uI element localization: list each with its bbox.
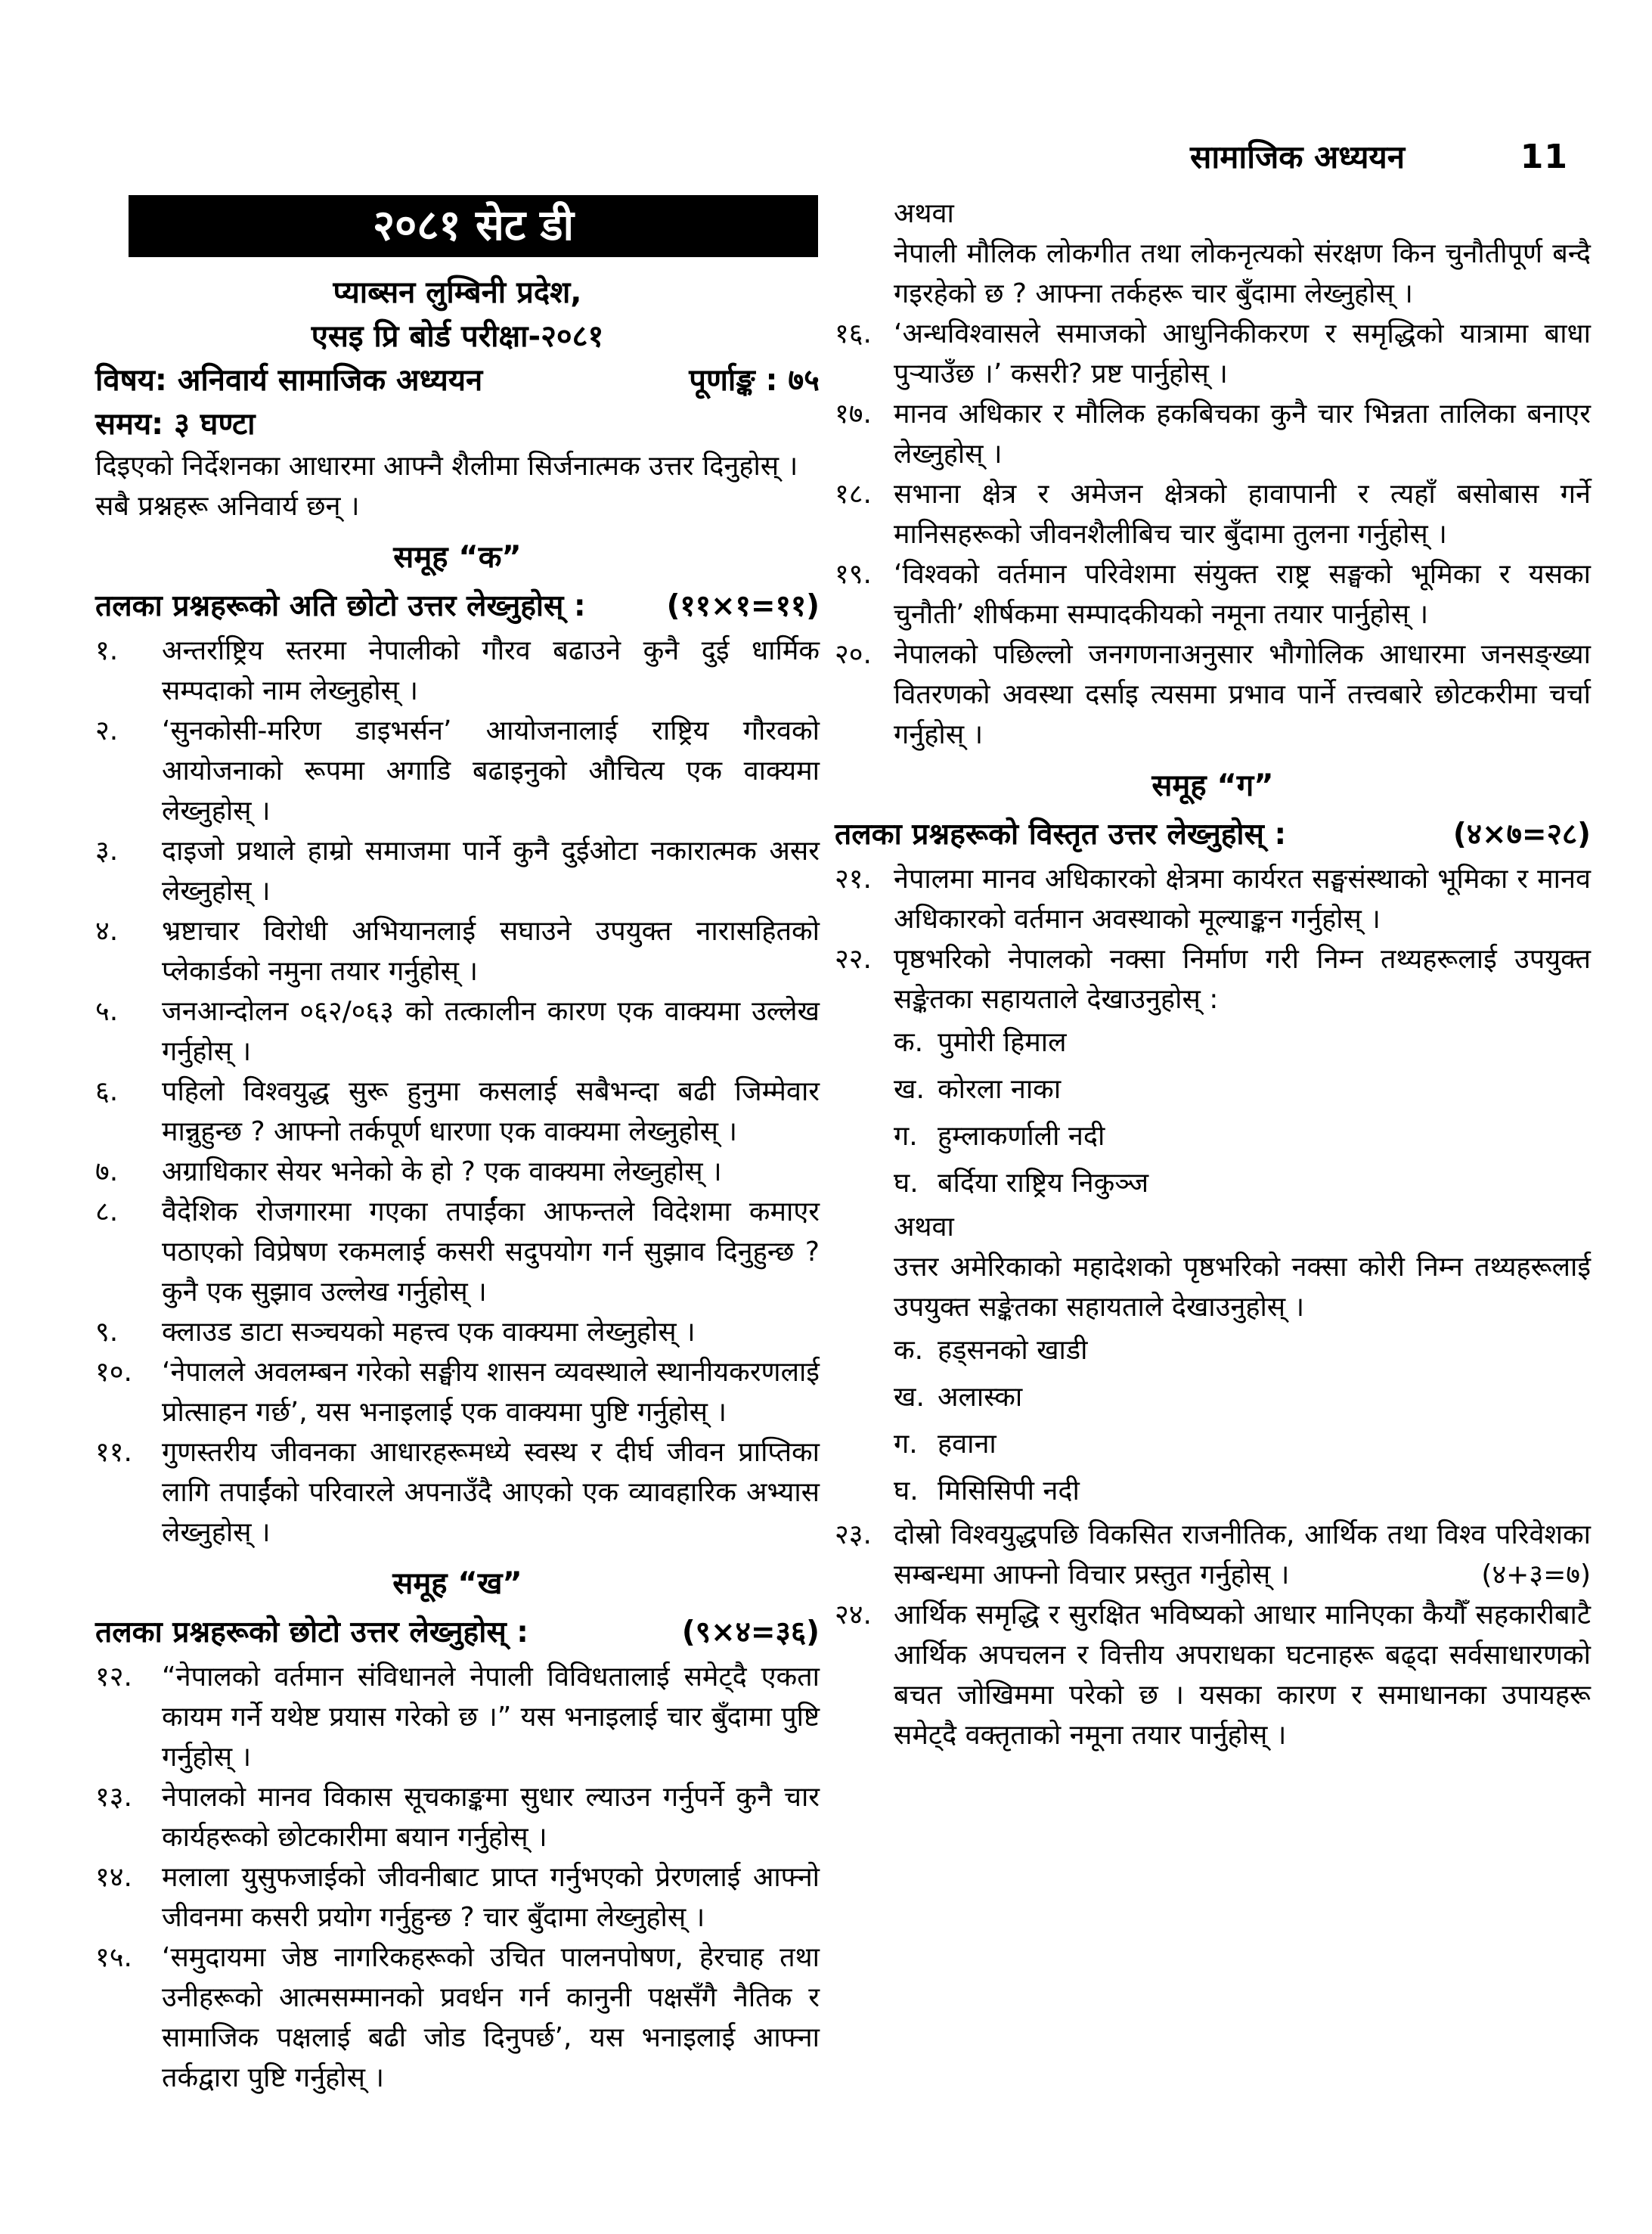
question-2 [95, 711, 820, 831]
question-22-alternative-text: उत्तर अमेरिकाको महादेशको पृष्ठभरिको नक्सा कोरी निम्न तथ्यहरूलाई उपयुक्त सङ्केतका सहायताले देखाउनुहोस् । [894, 1252, 1591, 1323]
group-c-title: समूह “ग” [1151, 768, 1274, 803]
subject-marks-row [95, 358, 820, 402]
group-b-instruction-row [95, 1612, 820, 1654]
question-number: २१. [835, 864, 872, 895]
group-b-title: समूह “ख” [392, 1566, 522, 1601]
question-text: भ्रष्टाचार विरोधी अभियानलाई सघाउने उपयुक्त नारासहितको प्लेकार्डको नमुना तयार गर्नुहोस् । [162, 916, 820, 987]
sub-item-text: अलास्का [938, 1382, 1023, 1413]
question-11 [95, 1432, 820, 1553]
question-5 [95, 991, 820, 1072]
question-18 [835, 474, 1591, 554]
question-text: ‘समुदायमा जेष्ठ नागरिकहरूको उचित पालनपोषण, हेरचाह तथा उनीहरूको आत्मसम्मानको प्रवर्धन गर्न कानुनी पक्षसँगै नैतिक र सामाजिक पक्षलाई बढी जोड दिनुपर्छ’, यस भनाइलाई आफ्ना तर्कद्वारा पुष्टि गर्नुहोस् । [162, 1942, 820, 2093]
question-23-marks: (४+३=७) [1481, 1559, 1591, 1590]
group-b-instruction: तलका प्रश्नहरूको छोटो उत्तर लेख्नुहोस् : [95, 1615, 528, 1649]
question-text: ‘विश्वको वर्तमान परिवेशमा संयुक्त राष्ट्र सङ्घको भूमिका र यसका चुनौती’ शीर्षकमा सम्पादकीयको नमूना तयार पार्नुहोस् । [894, 559, 1591, 630]
sub-item-text: पुमोरी हिमाल [938, 1027, 1067, 1058]
question-text: “नेपालको वर्तमान संविधानले नेपाली विविधतालाई समेट्दै एकता कायम गर्ने यथेष्ट प्रयास गरेको छ ।” यस भनाइलाई चार बुँदामा पुष्टि गर्नुहोस् । [162, 1662, 820, 1773]
question-number: १. [95, 635, 119, 666]
page-number: 11 [1520, 138, 1568, 176]
running-header [835, 135, 1591, 178]
question-text: दोस्रो विश्वयुद्धपछि विकसित राजनीतिक, आर्थिक तथा विश्व परिवेशका सम्बन्धमा आफ्नो विचार प्रस्तुत गर्नुहोस् । [894, 1519, 1591, 1590]
question-number: २४. [835, 1599, 872, 1631]
question-3 [95, 831, 820, 911]
sub-item-text: हुम्लाकर्णाली नदी [938, 1121, 1105, 1152]
question-text: नेपालमा मानव अधिकारको क्षेत्रमा कार्यरत सङ्घसंस्थाको भूमिका र मानव अधिकारको वर्तमान अवस्थाको मूल्याङ्कन गर्नुहोस् । [894, 864, 1591, 935]
question-text: गुणस्तरीय जीवनका आधारहरूमध्ये स्वस्थ र दीर्घ जीवन प्राप्तिका लागि तपाईंको परिवारले अपनाउँदै आएको एक व्यावहारिक अभ्यास लेख्नुहोस् । [162, 1437, 820, 1548]
question-text: जनआन्दोलन ०६२/०६३ को तत्कालीन कारण एक वाक्यमा उल्लेख गर्नुहोस् । [162, 996, 820, 1067]
question-number: २०. [835, 639, 872, 670]
question-12 [95, 1657, 820, 1777]
question-22-item-gha [894, 1160, 1591, 1207]
full-marks-label: पूर्णाङ्क : ७५ [689, 363, 820, 398]
sub-item-label: ग. [894, 1429, 918, 1460]
question-text: वैदेशिक रोजगारमा गएका तपाईंका आफन्तले विदेशमा कमाएर पठाएको विप्रेषण रकमलाई कसरी सदुपयोग गर्न सुझाव दिनुहुन्छ ? कुनै एक सुझाव उल्लेख गर्नुहोस् । [162, 1196, 820, 1308]
question-text: क्लाउड डाटा सञ्चयको महत्त्व एक वाक्यमा लेख्नुहोस् । [162, 1317, 696, 1348]
question-10 [95, 1352, 820, 1432]
running-header-subject: सामाजिक अध्ययन [1190, 138, 1406, 175]
question-13 [95, 1777, 820, 1857]
question-text: ‘सुनकोसी-मरिण डाइभर्सन’ आयोजनालाई राष्ट्रिय गौरवको आयोजनाको रूपमा अगाडि बढाइनुको औचित्य एक वाक्यमा लेख्नुहोस् । [162, 715, 820, 827]
question-number: २२. [835, 944, 872, 975]
sub-item-label: ख. [894, 1074, 925, 1105]
sub-item-text: मिसिसिपी नदी [938, 1475, 1080, 1506]
set-title-banner: २०८१ सेट डी [129, 195, 818, 257]
question-1 [95, 631, 820, 711]
exam-name-line: एसइ प्रि बोर्ड परीक्षा-२०८१ [311, 319, 604, 354]
group-c-marks: (४×७=२८) [1452, 818, 1591, 852]
question-24 [835, 1595, 1591, 1755]
question-8 [95, 1192, 820, 1312]
question-22-alt-item-ka [894, 1327, 1591, 1374]
question-number: १८. [835, 479, 872, 510]
question-number: ६. [95, 1076, 119, 1107]
question-23 [835, 1515, 1591, 1595]
question-number: २३. [835, 1519, 872, 1550]
question-text: नेपालको पछिल्लो जनगणनाअनुसार भौगोलिक आधारमा जनसङ्ख्या वितरणको अवस्था दर्साइ त्यसमा प्रभाव पार्ने तत्त्वबारे छोटकरीमा चर्चा गर्नुहोस् । [894, 639, 1591, 750]
sub-item-label: घ. [894, 1168, 919, 1199]
question-22-or-label: अथवा [894, 1212, 954, 1243]
question-number: १०. [95, 1357, 132, 1388]
question-9 [95, 1312, 820, 1352]
question-number: १६. [835, 318, 872, 349]
time-label: समय: ३ घण्टा [95, 407, 256, 442]
question-text: अन्तर्राष्ट्रिय स्तरमा नेपालीको गौरव बढाउने कुनै दुई धार्मिक सम्पदाको नाम लेख्नुहोस् । [162, 635, 820, 706]
sub-item-label: घ. [894, 1475, 919, 1506]
question-text: सभाना क्षेत्र र अमेजन क्षेत्रको हावापानी र त्यहाँ बसोबास गर्ने मानिसहरूको जीवनशैलीबिच चार बुँदामा तुलना गर्नुहोस् । [894, 479, 1591, 550]
question-17 [835, 394, 1591, 474]
question-number: १४. [95, 1862, 132, 1893]
question-22-alt-item-ga [894, 1421, 1591, 1468]
question-number: १७. [835, 399, 872, 430]
question-22 [835, 939, 1591, 1515]
sub-item-text: कोरला नाका [938, 1074, 1062, 1105]
question-text: पृष्ठभरिको नेपालको नक्सा निर्माण गरी निम्न तथ्यहरूलाई उपयुक्त सङ्केतका सहायताले देखाउनुहोस् : [894, 944, 1591, 1015]
question-number: ८. [95, 1196, 119, 1227]
question-16 [835, 314, 1591, 394]
subject-label: विषय: अनिवार्य सामाजिक अध्ययन [95, 363, 483, 398]
sub-item-text: बर्दिया राष्ट्रिय निकुञ्ज [938, 1168, 1149, 1199]
question-number: १२. [95, 1662, 132, 1693]
question-number: २. [95, 715, 119, 746]
question-text: दाइजो प्रथाले हाम्रो समाजमा पार्ने कुनै दुईओटा नकारात्मक असर लेख्नुहोस् । [162, 836, 820, 907]
question-4 [95, 911, 820, 991]
sub-item-text: हवाना [938, 1429, 996, 1460]
question-22-alt-item-gha [894, 1468, 1591, 1515]
sub-item-label: ख. [894, 1382, 925, 1413]
general-instruction-2: सबै प्रश्नहरू अनिवार्य छन् । [95, 491, 360, 522]
question-number: ७. [95, 1156, 119, 1187]
question-number: ४. [95, 916, 119, 947]
question-text: आर्थिक समृद्धि र सुरक्षित भविष्यको आधार मानिएका कैयौँ सहकारीबाटै आर्थिक अपचलन र वित्तीय अपराधका घटनाहरू बढ्दा सर्वसाधारणको बचत जोखिममा परेको छ । यसका कारण र समाधानका उपायहरू समेट्दै वक्तृताको नमूना तयार पार्नुहोस् । [894, 1599, 1591, 1751]
group-c-instruction: तलका प्रश्नहरूको विस्तृत उत्तर लेख्नुहोस् : [835, 818, 1287, 852]
question-number: १९. [835, 559, 872, 590]
sub-item-label: क. [894, 1335, 924, 1366]
group-c-instruction-row [835, 814, 1591, 856]
question-22-item-ka [894, 1019, 1591, 1066]
sub-item-label: ग. [894, 1121, 918, 1152]
question-text: ‘नेपालले अवलम्बन गरेको सङ्घीय शासन व्यवस्थाले स्थानीयकरणलाई प्रोत्साहन गर्छ’, यस भनाइलाई एक वाक्यमा पुष्टि गर्नुहोस् । [162, 1357, 820, 1428]
sub-item-text: हड्सनको खाडी [938, 1335, 1088, 1366]
question-text: मलाला युसुफजाईको जीवनीबाट प्राप्त गर्नुभएको प्रेरणलाई आफ्नो जीवनमा कसरी प्रयोग गर्नुहुन्छ ? चार बुँदामा लेख्नुहोस् । [162, 1862, 820, 1933]
question-15 [95, 1938, 820, 2098]
left-column [95, 194, 820, 2098]
general-instruction-1: दिइएको निर्देशनका आधारमा आफ्नै शैलीमा सिर्जनात्मक उत्तर दिनुहोस् । [95, 451, 798, 482]
question-number: १३. [95, 1782, 132, 1813]
question-22-alt-item-kha [894, 1374, 1591, 1421]
question-number: ११. [95, 1437, 132, 1468]
question-20 [835, 635, 1591, 755]
question-15-or-label: अथवा [894, 198, 954, 229]
question-7 [95, 1152, 820, 1192]
question-6 [95, 1072, 820, 1152]
group-a-title: समूह “क” [393, 540, 522, 575]
sub-item-label: क. [894, 1027, 924, 1058]
group-a-instruction-row [95, 585, 820, 628]
question-21 [835, 859, 1591, 939]
question-text: अग्राधिकार सेयर भनेको के हो ? एक वाक्यमा लेख्नुहोस् । [162, 1156, 722, 1187]
question-number: ३. [95, 836, 119, 867]
question-text: नेपालको मानव विकास सूचकाङ्कमा सुधार ल्याउन गर्नुपर्ने कुनै चार कार्यहरूको छोटकारीमा बयान गर्नुहोस् । [162, 1782, 820, 1853]
question-number: ५. [95, 996, 119, 1027]
question-22-item-ga [894, 1113, 1591, 1160]
group-b-marks: (९×४=३६) [681, 1615, 820, 1649]
question-15-alternative-text: नेपाली मौलिक लोकगीत तथा लोकनृत्यको संरक्षण किन चुनौतीपूर्ण बन्दै गइरहेको छ ? आफ्ना तर्कहरू चार बुँदामा लेख्नुहोस् । [894, 238, 1591, 309]
question-14 [95, 1857, 820, 1938]
group-a-marks: (११×१=११) [666, 589, 820, 623]
question-19 [835, 554, 1591, 635]
question-number: १५. [95, 1942, 132, 1973]
question-number: ९. [95, 1317, 119, 1348]
question-text: मानव अधिकार र मौलिक हकबिचका कुनै चार भिन्नता तालिका बनाएर लेख्नुहोस् । [894, 399, 1591, 470]
question-text: ‘अन्धविश्वासले समाजको आधुनिकीकरण र समृद्धिको यात्रामा बाधा पुऱ्याउँछ ।’ कसरी? प्रष्ट पार्नुहोस् । [894, 318, 1591, 389]
right-column [835, 194, 1591, 1755]
question-22-item-kha [894, 1066, 1591, 1113]
organization-line: प्याब्सन लुम्बिनी प्रदेश, [333, 275, 582, 310]
group-a-instruction: तलका प्रश्नहरूको अति छोटो उत्तर लेख्नुहोस् : [95, 589, 586, 623]
question-text: पहिलो विश्वयुद्ध सुरू हुनुमा कसलाई सबैभन्दा बढी जिम्मेवार मान्नुहुन्छ ? आफ्नो तर्कपूर्ण धारणा एक वाक्यमा लेख्नुहोस् । [162, 1076, 820, 1147]
